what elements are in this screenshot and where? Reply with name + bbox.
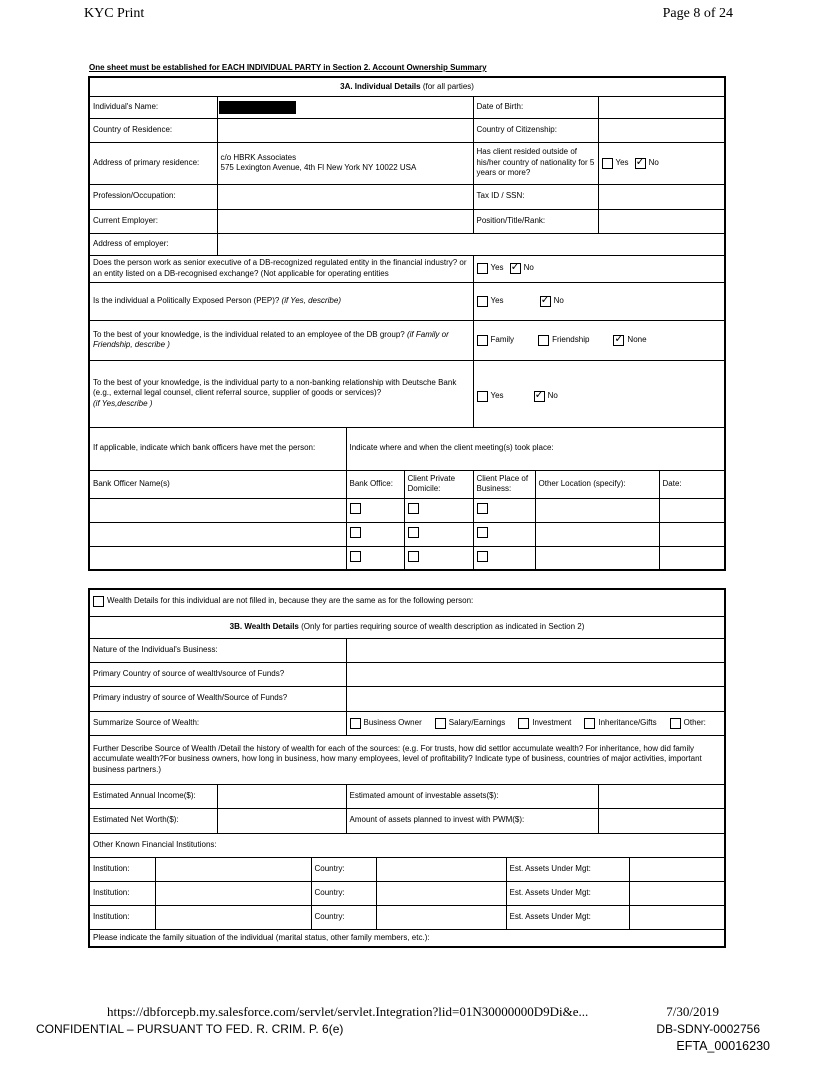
address-primary-value-cell (217, 142, 473, 184)
option-label: No (547, 391, 558, 401)
institution-value-cell (155, 857, 311, 881)
institution-value-cell (155, 905, 311, 929)
country-value-cell (376, 857, 506, 881)
row-further-describe (89, 735, 725, 784)
institution-row (89, 881, 725, 905)
non-banking-no-option (534, 391, 558, 402)
option-label: Yes (615, 157, 629, 167)
primary-country-value-cell (346, 662, 725, 686)
row-senior-executive (89, 255, 725, 282)
country-residence-label: Country of Residence: (89, 118, 217, 142)
current-employer-value-cell (217, 209, 473, 233)
page-number: Page 8 of 24 (662, 6, 733, 21)
checkbox-icon[interactable] (613, 335, 624, 346)
country-label: Country: (311, 857, 376, 881)
source-inheritance-option (584, 718, 656, 729)
bank-office-cell (346, 546, 404, 570)
resided-outside-no-option (635, 158, 659, 169)
option-label: Salary/Earnings (448, 717, 506, 727)
checkbox-icon[interactable] (510, 263, 521, 274)
document-title: KYC Print (84, 6, 145, 21)
bank-office-cell (346, 522, 404, 546)
place-of-business-cell (473, 522, 535, 546)
non-banking-question-text: To the best of your knowledge, is the individual party to a non-banking relationship with Deutsche Bank (e.g., external legal counsel, client referral source, supplier of goods or services)? (93, 377, 457, 398)
row-pep (89, 282, 725, 320)
checkbox-icon[interactable] (477, 335, 488, 346)
db-group-question-italic: (if Family or Friendship, describe ) (93, 329, 449, 349)
resided-outside-answer-cell (598, 142, 725, 184)
source-investment-option (518, 718, 571, 729)
page-header (84, 6, 733, 22)
individual-name-label: Individual's Name: (89, 96, 217, 118)
individual-name-value-cell (217, 96, 473, 118)
family-situation-label: Please indicate the family situation of the individual (marital status, other family members, etc.): (89, 929, 725, 947)
other-institutions-label: Other Known Financial Institutions: (89, 833, 725, 857)
wealth-skip-cell (89, 589, 725, 616)
investable-assets-label: Estimated amount of investable assets($): (346, 784, 598, 808)
source-business-owner-option (350, 718, 422, 729)
db-group-question-text: To the best of your knowledge, is the individual related to an employee of the DB group? (93, 329, 405, 339)
section-3b-title-suffix: (Only for parties requiring source of wealth description as indicated in Section 2) (298, 621, 585, 631)
row-primary-country (89, 662, 725, 686)
assets-value-cell (629, 881, 725, 905)
checkbox-icon[interactable] (477, 527, 488, 538)
senior-executive-answer-cell (473, 255, 725, 282)
assets-label: Est. Assets Under Mgt: (506, 905, 629, 929)
pep-yes-option (477, 296, 504, 307)
checkbox-icon[interactable] (670, 718, 681, 729)
officer-name-cell (89, 546, 346, 570)
wealth-skip-option (93, 596, 473, 607)
address-line-1: c/o HBRK Associates (220, 152, 297, 162)
checkbox-icon[interactable] (477, 263, 488, 274)
db-group-family-option (477, 335, 515, 346)
checkbox-icon[interactable] (477, 551, 488, 562)
place-of-business-cell (473, 546, 535, 570)
further-describe-text: Further Describe Source of Wealth /Detail the history of wealth for each of the sources: (e.g. For trusts, how did settlor accumulate wealth? For inheritance, how did family accumulate wealth?For business owners, how long in business, how many employees, level of profitability? Indicate type of business, countries of major activities, important business partners.) (89, 735, 725, 784)
row-address-primary (89, 142, 725, 184)
row-employer (89, 209, 725, 233)
tax-id-label: Tax ID / SSN: (473, 184, 598, 209)
option-label: No (523, 263, 534, 273)
assets-label: Est. Assets Under Mgt: (506, 857, 629, 881)
date-of-birth-value-cell (598, 96, 725, 118)
page-footer (0, 1004, 816, 1053)
section-3b-title-bold: 3B. Wealth Details (229, 621, 299, 631)
checkbox-icon[interactable] (477, 296, 488, 307)
meeting-location-label: Indicate where and when the client meeting(s) took place: (346, 427, 725, 470)
option-label: Yes (490, 391, 504, 401)
footer-date: 7/30/2019 (666, 1004, 719, 1019)
checkbox-icon[interactable] (584, 718, 595, 729)
primary-industry-label: Primary industry of source of Wealth/Source of Funds? (89, 686, 346, 711)
footer-efta-row (0, 1039, 816, 1053)
date-cell (659, 546, 725, 570)
source-salary-option (435, 718, 505, 729)
header-other-location: Other Location (specify): (535, 470, 659, 498)
confidential-stamp: CONFIDENTIAL – PURSUANT TO FED. R. CRIM. P. 6(e) (36, 1022, 344, 1036)
institution-label: Institution: (89, 905, 155, 929)
senior-executive-question: Does the person work as senior executive of a DB-recognized regulated entity in the financial industry? or an entity listed on a DB-recognised exchange? (Not applicable for operating entities (89, 255, 473, 282)
place-of-business-cell (473, 498, 535, 522)
private-domicile-cell (404, 522, 473, 546)
row-net-worth (89, 808, 725, 833)
net-worth-value-cell (217, 808, 346, 833)
checkbox-icon[interactable] (435, 718, 446, 729)
net-worth-label: Estimated Net Worth($): (89, 808, 217, 833)
instruction-text: One sheet must be established for EACH INDIVIDUAL PARTY in Section 2. Account Ownership Summary (89, 63, 487, 72)
checkbox-icon[interactable] (477, 391, 488, 402)
pep-no-option (540, 296, 564, 307)
non-banking-answer-cell (473, 360, 725, 427)
primary-country-label: Primary Country of source of wealth/source of Funds? (89, 662, 346, 686)
wealth-skip-label: Wealth Details for this individual are not filled in, because they are the same as for the following person: (107, 595, 474, 605)
country-value-cell (376, 905, 506, 929)
institution-row (89, 905, 725, 929)
checkbox-icon[interactable] (538, 335, 549, 346)
annual-income-value-cell (217, 784, 346, 808)
section-3b-title-row (89, 616, 725, 638)
date-of-birth-label: Date of Birth: (473, 96, 598, 118)
source-other-option (670, 718, 706, 729)
other-location-cell (535, 546, 659, 570)
row-db-group-related (89, 320, 725, 360)
assets-value-cell (629, 857, 725, 881)
senior-executive-no-option (510, 263, 534, 274)
header-client-place-of-business: Client Place of Business: (473, 470, 535, 498)
header-client-private-domicile: Client Private Domicile: (404, 470, 473, 498)
employer-address-label: Address of employer: (89, 233, 217, 255)
checkbox-icon[interactable] (408, 503, 419, 514)
other-location-cell (535, 522, 659, 546)
country-citizenship-value-cell (598, 118, 725, 142)
option-label: Yes (490, 263, 504, 273)
row-family-situation (89, 929, 725, 947)
individual-details-table (88, 76, 726, 571)
pep-answer-cell (473, 282, 725, 320)
resided-outside-yes-option (602, 158, 629, 169)
nature-of-business-label: Nature of the Individual's Business: (89, 638, 346, 662)
other-location-cell (535, 498, 659, 522)
option-label: Other: (683, 717, 706, 727)
position-title-value-cell (598, 209, 725, 233)
institution-value-cell (155, 881, 311, 905)
option-label: Business Owner (363, 717, 422, 727)
db-group-friendship-option (538, 335, 589, 346)
db-group-question (89, 320, 473, 360)
option-label: None (627, 334, 647, 344)
section-3a-title-row (89, 77, 725, 96)
meeting-table-row (89, 522, 725, 546)
checkbox-icon[interactable] (408, 527, 419, 538)
pep-question-text: Is the individual a Politically Exposed Person (PEP)? (93, 295, 280, 305)
institution-label: Institution: (89, 857, 155, 881)
option-label: Family (490, 334, 515, 344)
wealth-skip-row (89, 589, 725, 616)
country-label: Country: (311, 905, 376, 929)
address-line-2: 575 Lexington Avenue, 4th Fl New York NY 10022 USA (220, 163, 417, 172)
checkbox-icon[interactable] (534, 391, 545, 402)
institution-label: Institution: (89, 881, 155, 905)
row-nature-of-business (89, 638, 725, 662)
date-cell (659, 522, 725, 546)
checkbox-icon[interactable] (540, 296, 551, 307)
checkbox-icon[interactable] (518, 718, 529, 729)
pwm-assets-label: Amount of assets planned to invest with PWM($): (346, 808, 598, 833)
checkbox-icon[interactable] (350, 503, 361, 514)
row-primary-industry (89, 686, 725, 711)
annual-income-label: Estimated Annual Income($): (89, 784, 217, 808)
bank-office-cell (346, 498, 404, 522)
bank-officers-label: If applicable, indicate which bank officers have met the person: (89, 427, 346, 470)
checkbox-icon[interactable] (635, 158, 646, 169)
row-other-institutions (89, 833, 725, 857)
checkbox-icon[interactable] (350, 718, 361, 729)
officer-name-cell (89, 498, 346, 522)
employer-address-value-cell (217, 233, 725, 255)
footer-url: https://dbforcepb.my.salesforce.com/servlet/servlet.Integration?lid=01N30000000D9Di&e... (107, 1004, 589, 1019)
senior-executive-yes-option (477, 263, 504, 274)
checkbox-icon[interactable] (350, 527, 361, 538)
private-domicile-cell (404, 546, 473, 570)
position-title-label: Position/Title/Rank: (473, 209, 598, 233)
primary-industry-value-cell (346, 686, 725, 711)
db-group-none-option (613, 335, 646, 346)
meeting-table-header-row (89, 470, 725, 498)
checkbox-icon[interactable] (93, 596, 104, 607)
checkbox-icon[interactable] (408, 551, 419, 562)
bates-number-efta: EFTA_00016230 (676, 1039, 770, 1053)
row-individual-name (89, 96, 725, 118)
checkbox-icon[interactable] (350, 551, 361, 562)
row-country (89, 118, 725, 142)
row-bank-officers (89, 427, 725, 470)
option-label: No (648, 157, 659, 167)
pwm-assets-value-cell (598, 808, 725, 833)
row-non-banking (89, 360, 725, 427)
country-residence-value-cell (217, 118, 473, 142)
date-cell (659, 498, 725, 522)
assets-value-cell (629, 905, 725, 929)
profession-value-cell (217, 184, 473, 209)
non-banking-question-italic: (if Yes,describe ) (93, 398, 153, 408)
form-body (88, 63, 725, 948)
meeting-table-row (89, 498, 725, 522)
option-label: No (553, 295, 564, 305)
source-of-wealth-options-cell (346, 711, 725, 735)
row-source-of-wealth (89, 711, 725, 735)
pep-question (89, 282, 473, 320)
section-3a-title (89, 77, 725, 96)
row-employer-address (89, 233, 725, 255)
header-bank-officer-names: Bank Officer Name(s) (89, 470, 346, 498)
db-group-answer-cell (473, 320, 725, 360)
checkbox-icon[interactable] (602, 158, 613, 169)
address-primary-label: Address of primary residence: (89, 142, 217, 184)
country-value-cell (376, 881, 506, 905)
option-label: Friendship (552, 334, 590, 344)
non-banking-question (89, 360, 473, 427)
wealth-details-table (88, 588, 726, 948)
option-label: Investment (532, 717, 572, 727)
profession-label: Profession/Occupation: (89, 184, 217, 209)
assets-label: Est. Assets Under Mgt: (506, 881, 629, 905)
country-citizenship-label: Country of Citizenship: (473, 118, 598, 142)
private-domicile-cell (404, 498, 473, 522)
pep-question-italic: (if Yes, describe) (279, 295, 341, 305)
institution-row (89, 857, 725, 881)
source-of-wealth-label: Summarize Source of Wealth: (89, 711, 346, 735)
row-profession (89, 184, 725, 209)
bates-number-db: DB-SDNY-0002756 (656, 1022, 760, 1036)
option-label: Inheritance/Gifts (598, 717, 657, 727)
meeting-table-row (89, 546, 725, 570)
non-banking-yes-option (477, 391, 504, 402)
country-label: Country: (311, 881, 376, 905)
redaction-box (219, 101, 296, 114)
section-3b-title (89, 616, 725, 638)
current-employer-label: Current Employer: (89, 209, 217, 233)
footer-url-row (0, 1004, 816, 1020)
header-date: Date: (659, 470, 725, 498)
option-label: Yes (490, 295, 504, 305)
section-3a-title-suffix: (for all parties) (420, 81, 474, 91)
checkbox-icon[interactable] (477, 503, 488, 514)
nature-of-business-value-cell (346, 638, 725, 662)
row-annual-income (89, 784, 725, 808)
footer-confidential-row (0, 1022, 816, 1036)
investable-assets-value-cell (598, 784, 725, 808)
officer-name-cell (89, 522, 346, 546)
resided-outside-label: Has client resided outside of his/her country of nationality for 5 years or more? (473, 142, 598, 184)
header-bank-office: Bank Office: (346, 470, 404, 498)
section-3a-title-bold: 3A. Individual Details (340, 81, 421, 91)
tax-id-value-cell (598, 184, 725, 209)
